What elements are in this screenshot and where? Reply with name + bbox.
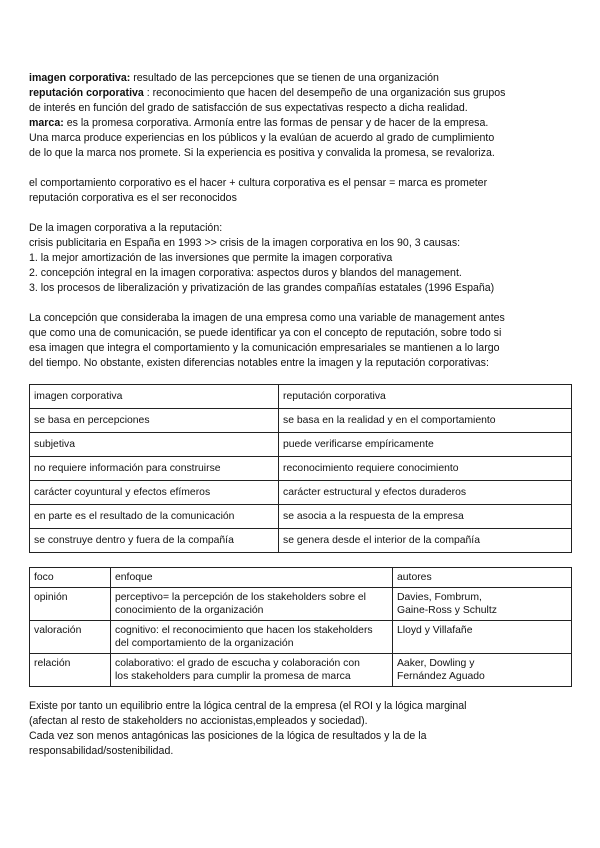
foco-cell: relación xyxy=(30,654,111,687)
definition-marca: marca: es la promesa corporativa. Armonía entre las formas de pensar y de hacer de la empresa. xyxy=(29,117,489,129)
concepcion-line: esa imagen que integra el comportamiento y la comunicación empresariales se mantienen a lo largo xyxy=(29,342,500,354)
foco-cell: valoración xyxy=(30,621,111,654)
concepcion-line: que como una de comunicación, se puede identificar ya con el concepto de reputación, sobre todo si xyxy=(29,327,502,339)
comparison-table xyxy=(29,384,572,553)
conclusion-line: responsabilidad/sostenibilidad. xyxy=(29,745,174,757)
header-foco: foco xyxy=(30,568,111,588)
concepcion-line: del tiempo. No obstante, existen diferencias notables entre la imagen y la reputación corporativas: xyxy=(29,357,489,369)
table-row xyxy=(30,505,572,529)
table-row xyxy=(30,409,572,433)
concepcion-line: La concepción que consideraba la imagen de una empresa como una variable de management antes xyxy=(29,312,505,324)
table-row xyxy=(30,529,572,553)
term-marca: marca: xyxy=(29,117,64,129)
table-row xyxy=(30,385,572,409)
foco-cell: opinión xyxy=(30,588,111,621)
table-cell: reputación corporativa xyxy=(279,385,572,409)
table-cell: carácter coyuntural y efectos efímeros xyxy=(30,481,279,505)
term-reputacion: reputación corporativa xyxy=(29,87,144,99)
table-cell: se basa en la realidad y en el comportamiento xyxy=(279,409,572,433)
table-row xyxy=(30,433,572,457)
causa-3: 3. los procesos de liberalización y privatización de las grandes compañías estatales (1996 España) xyxy=(29,282,495,294)
table-row xyxy=(30,457,572,481)
table-cell: no requiere información para construirse xyxy=(30,457,279,481)
definition-reputacion: reputación corporativa : reconocimiento que hacen del desempeño de una organización sus grupos xyxy=(29,87,506,99)
causa-2: 2. concepción integral en la imagen corporativa: aspectos duros y blandos del management. xyxy=(29,267,462,279)
table-cell: se asocia a la respuesta de la empresa xyxy=(279,505,572,529)
autores-cell: Davies, Fombrum, Gaine-Ross y Schultz xyxy=(393,588,572,621)
conclusion-line: (afectan al resto de stakeholders no accionistas,empleados y sociedad). xyxy=(29,715,368,727)
enfoque-cell: cognitivo: el reconocimiento que hacen los stakeholders del comportamiento de la organización xyxy=(111,621,393,654)
table-cell: imagen corporativa xyxy=(30,385,279,409)
autores-cell: Aaker, Dowling y Fernández Aguado xyxy=(393,654,572,687)
table-cell: reconocimiento requiere conocimiento xyxy=(279,457,572,481)
conclusion-line: Existe por tanto un equilibrio entre la lógica central de la empresa (el ROI y la lógica marginal xyxy=(29,700,467,712)
header-autores: autores xyxy=(393,568,572,588)
enfoque-cell: perceptivo= la percepción de los stakeholders sobre el conocimiento de la organización xyxy=(111,588,393,621)
table-row xyxy=(30,481,572,505)
table-header-row xyxy=(30,568,572,588)
crisis-line: crisis publicitaria en España en 1993 >> crisis de la imagen corporativa en los 90, 3 causas: xyxy=(29,237,461,249)
section-heading: De la imagen corporativa a la reputación: xyxy=(29,222,223,234)
table-cell: carácter estructural y efectos duraderos xyxy=(279,481,572,505)
table-row xyxy=(30,621,572,654)
enfoque-cell: colaborativo: el grado de escucha y colaboración con los stakeholders para cumplir la promesa de marca xyxy=(111,654,393,687)
table-cell: puede verificarse empíricamente xyxy=(279,433,572,457)
table-row xyxy=(30,654,572,687)
definition-imagen: imagen corporativa: resultado de las percepciones que se tienen de una organización xyxy=(29,72,439,84)
term-imagen: imagen corporativa: xyxy=(29,72,131,84)
causa-1: 1. la mejor amortización de las inversiones que permite la imagen corporativa xyxy=(29,252,393,264)
table-row xyxy=(30,588,572,621)
table-cell: en parte es el resultado de la comunicación xyxy=(30,505,279,529)
approaches-table xyxy=(29,567,572,687)
header-enfoque: enfoque xyxy=(111,568,393,588)
table-cell: se basa en percepciones xyxy=(30,409,279,433)
document-page: imagen corporativa: resultado de las percepciones que se tienen de una organización reputación corporativa : reconocimiento que hacen del desempeño de una organización sus grupos de interés en función del grado de satisfacción de sus expectativas respecto a dicha realidad. marca: es la promesa corporativa. Armonía entre las formas de pensar y de hacer de la empresa. Una marca produce experiencias en los públicos y la evalúan de acuerdo al grado de cumplimiento de lo que la marca nos promete. Si la experiencia es positiva y convalida la promesa, se revaloriza. el comportamiento corporativo es el hacer + cultura corporativa es el pensar = marca es prometer reputación corporativa es el ser reconocidos De la imagen corporativa a la reputación: crisis publicitaria en España en 1993 >> crisis de la imagen corporativa en los 90, 3 causas: 1. la mejor amortización de las inversiones que permite la imagen corporativa 2. concepción integral en la imagen corporativa: aspectos duros y blandos del management. 3. los procesos de liberalización y privatización de las grandes compañías estatales (1996 España) La concepción que consideraba la imagen de una empresa como una variable de management antes que como una de comunicación, se puede identificar ya con el concepto de reputación, sobre todo si esa imagen que integra el comportamiento y la comunicación empresariales se mantienen a lo largo del tiempo. No obstante, existen diferencias notables entre la imagen y la reputación corporativas: imagen corporativa reputación corporativa se basa en percepciones se basa en la realidad y en el comportamiento subjetiva puede verificarse empíricamente no requiere información para construirse reconocimiento requiere conocimiento carácter coyuntural y efectos efímeros carácter estructural y efectos duraderos en parte es el resultado de la comunicación se asocia a la respuesta de la empresa se construye dentro y fuera de la compañía se genera desde el interior de la compañía foco enfoque autores opinión perceptivo= la percepción de los stakeholders sobre el conocimiento de la organización Davies, Fombrum, Gaine-Ross y Schultz valoración cognitivo: el reconocimiento que hacen los stakeholders del comportamiento de la organización Lloyd y Villafañe relación colaborativo: el grado de escucha y colaboración con los stakeholders para cumplir la promesa de marca Aaker, Dowling y Fernández Aguado Existe por tanto un equilibrio entre la lógica central de la empresa (el ROI y la lógica marginal (afectan al resto de stakeholders no accionistas,empleados y sociedad). Cada vez son menos antagónicas las posiciones de la lógica de resultados y la de la responsabilidad/sostenibilidad. xyxy=(29,71,573,759)
comportamiento-line-1: el comportamiento corporativo es el hacer + cultura corporativa es el pensar = marca es prometer xyxy=(29,177,488,189)
table-cell: se construye dentro y fuera de la compañía xyxy=(30,529,279,553)
table-cell: se genera desde el interior de la compañía xyxy=(279,529,572,553)
autores-cell: Lloyd y Villafañe xyxy=(393,621,572,654)
conclusion-line: Cada vez son menos antagónicas las posiciones de la lógica de resultados y la de la xyxy=(29,730,427,742)
comportamiento-line-2: reputación corporativa es el ser reconocidos xyxy=(29,192,237,204)
table-cell: subjetiva xyxy=(30,433,279,457)
